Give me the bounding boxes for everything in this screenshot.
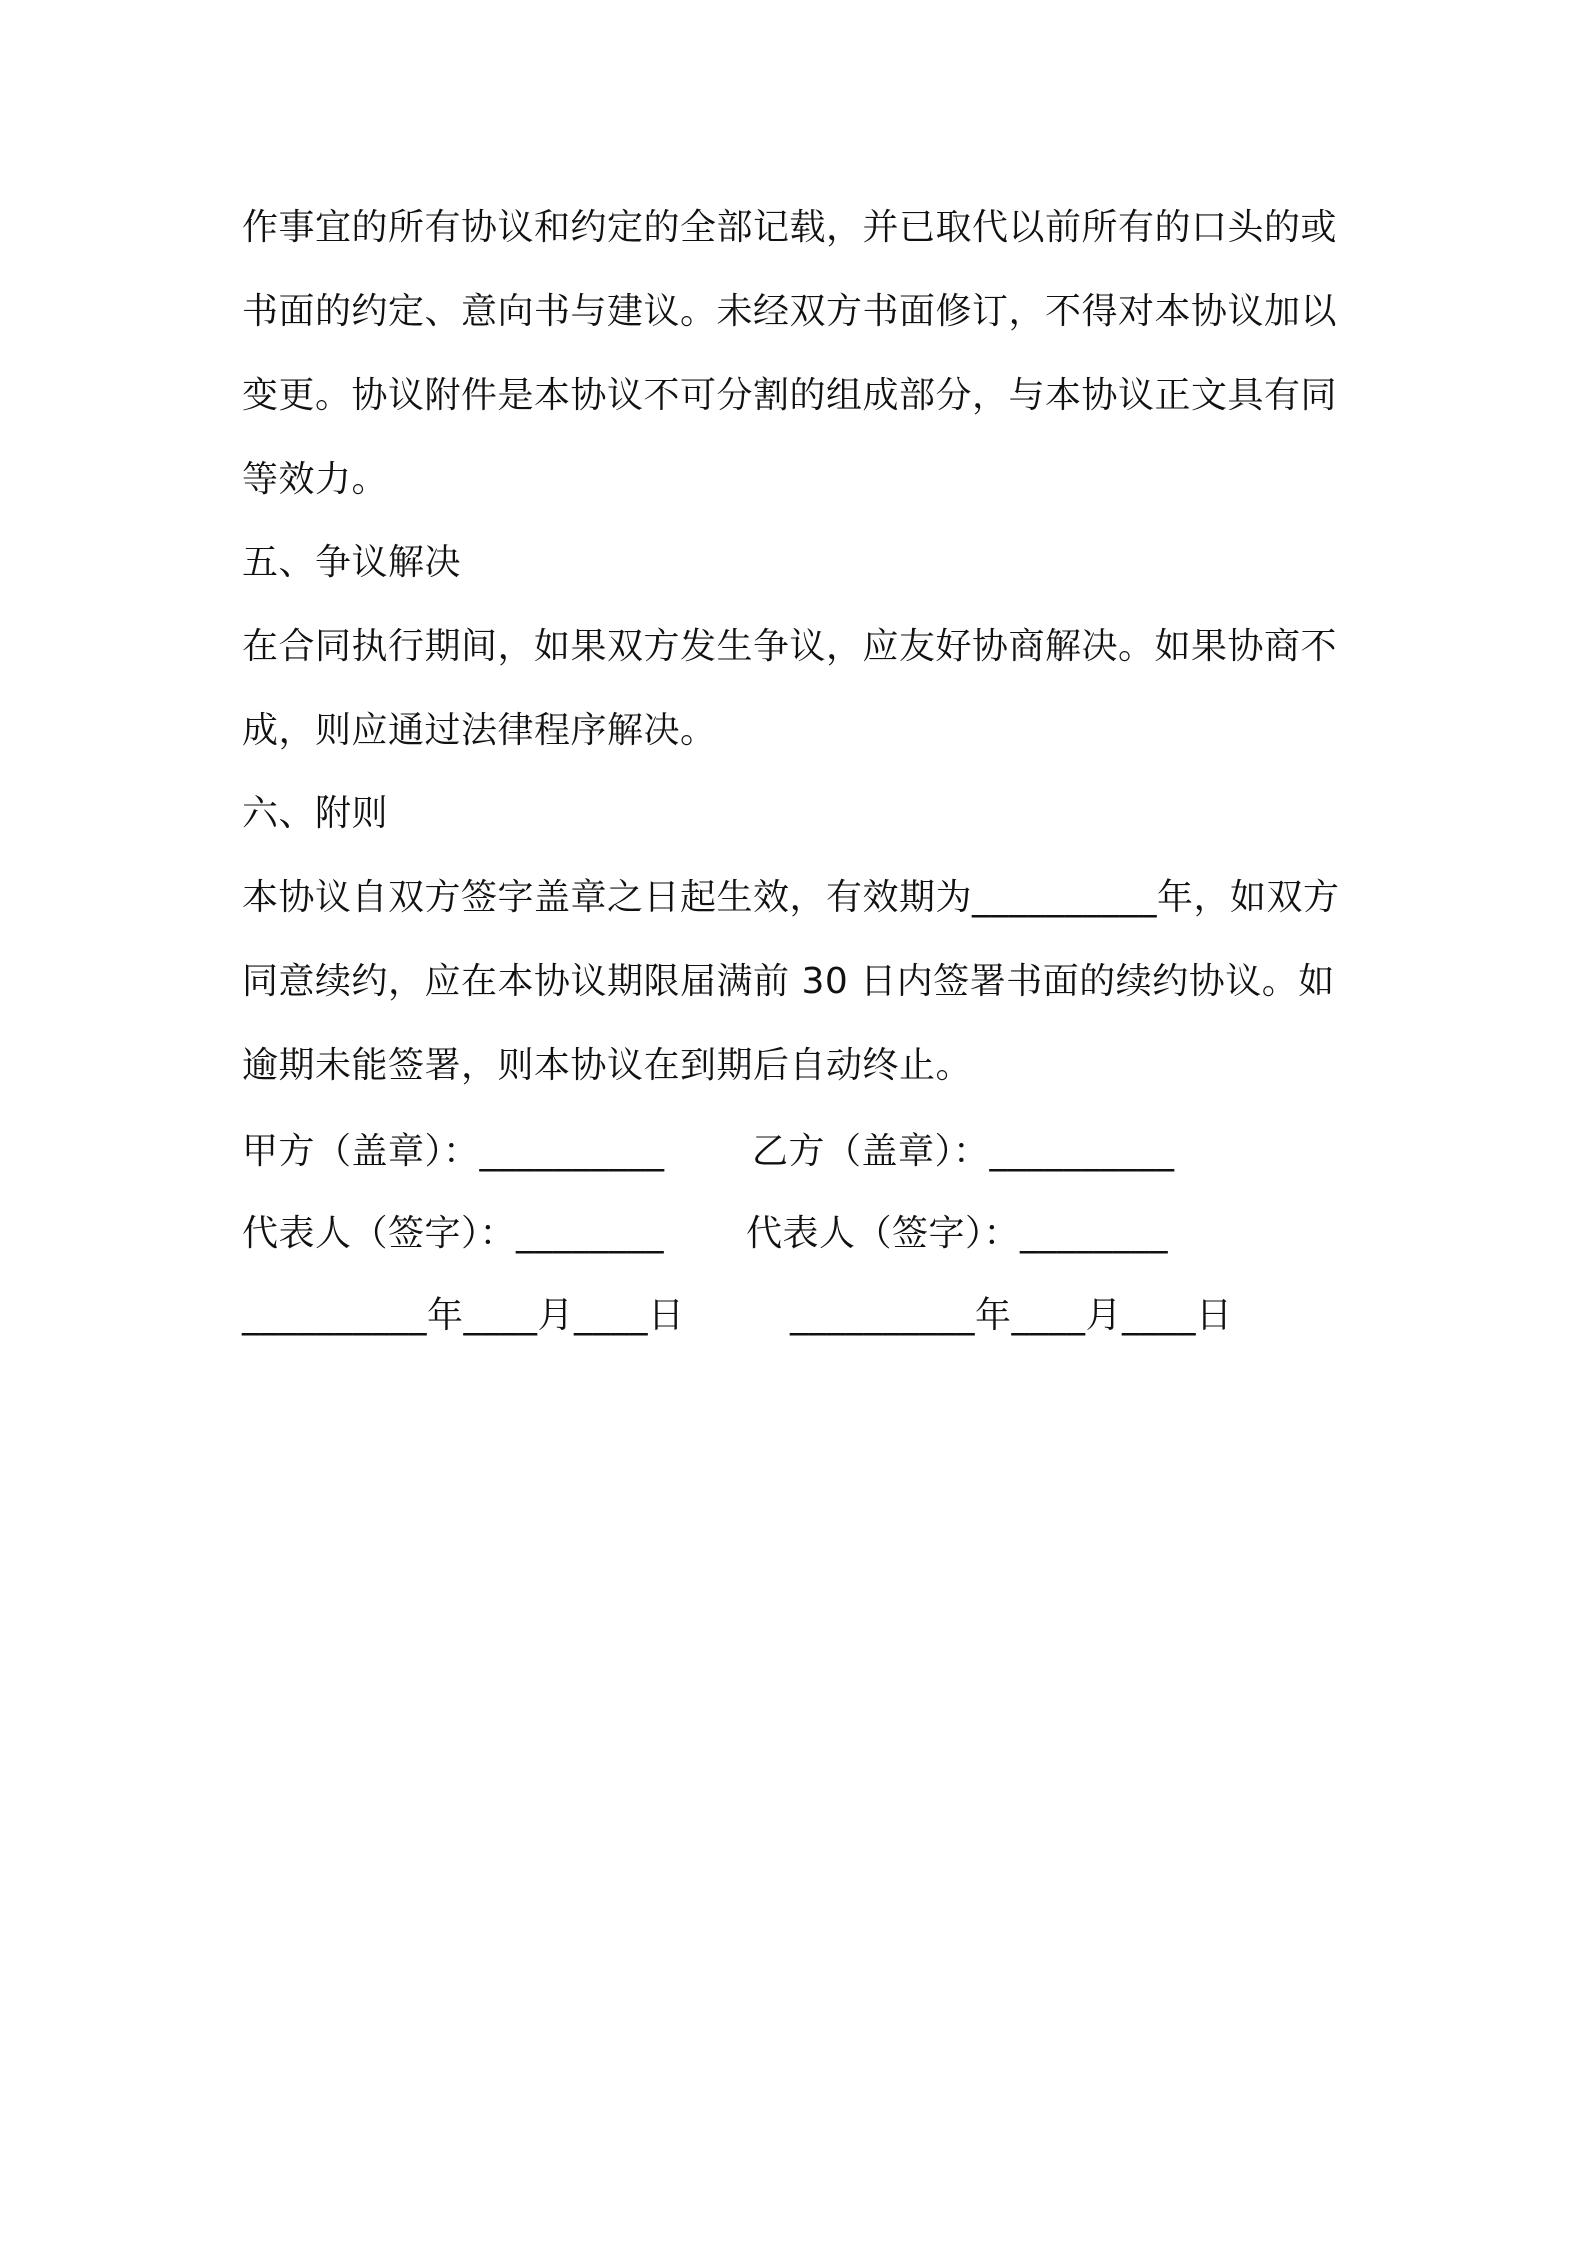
paragraph-line: 作事宜的所有协议和约定的全部记载，并已取代以前所有的口头的或: [242, 207, 1338, 248]
paragraph-line: 书面的约定、意向书与建议。未经双方书面修订，不得对本协议加以: [242, 291, 1338, 332]
party-b-date: __________年____月____日: [790, 1295, 1233, 1336]
party-b-representative: 代表人（签字）：________: [746, 1213, 1169, 1254]
paragraph-line: 变更。协议附件是本协议不可分割的组成部分，与本协议正文具有同: [242, 375, 1338, 416]
section-heading-supplementary: 六、附则: [242, 793, 389, 834]
paragraph-line: 在合同执行期间，如果双方发生争议，应友好协商解决。如果协商不: [242, 626, 1338, 667]
paragraph-line: 本协议自双方签字盖章之日起生效，有效期为__________年，如双方: [242, 877, 1340, 918]
paragraph-line: 等效力。: [242, 459, 389, 500]
party-a-seal: 甲方（盖章）：__________: [242, 1131, 665, 1172]
party-a-representative: 代表人（签字）：________: [242, 1213, 665, 1254]
paragraph-line: 成，则应通过法律程序解决。: [242, 710, 717, 751]
section-heading-dispute: 五、争议解决: [242, 542, 462, 583]
party-b-seal: 乙方（盖章）：__________: [752, 1131, 1175, 1172]
party-a-date: __________年____月____日: [242, 1295, 685, 1336]
paragraph-line: 逾期未能签署，则本协议在到期后自动终止。: [242, 1045, 973, 1086]
paragraph-line: 同意续约，应在本协议期限届满前 30 日内签署书面的续约协议。如: [242, 961, 1335, 1002]
